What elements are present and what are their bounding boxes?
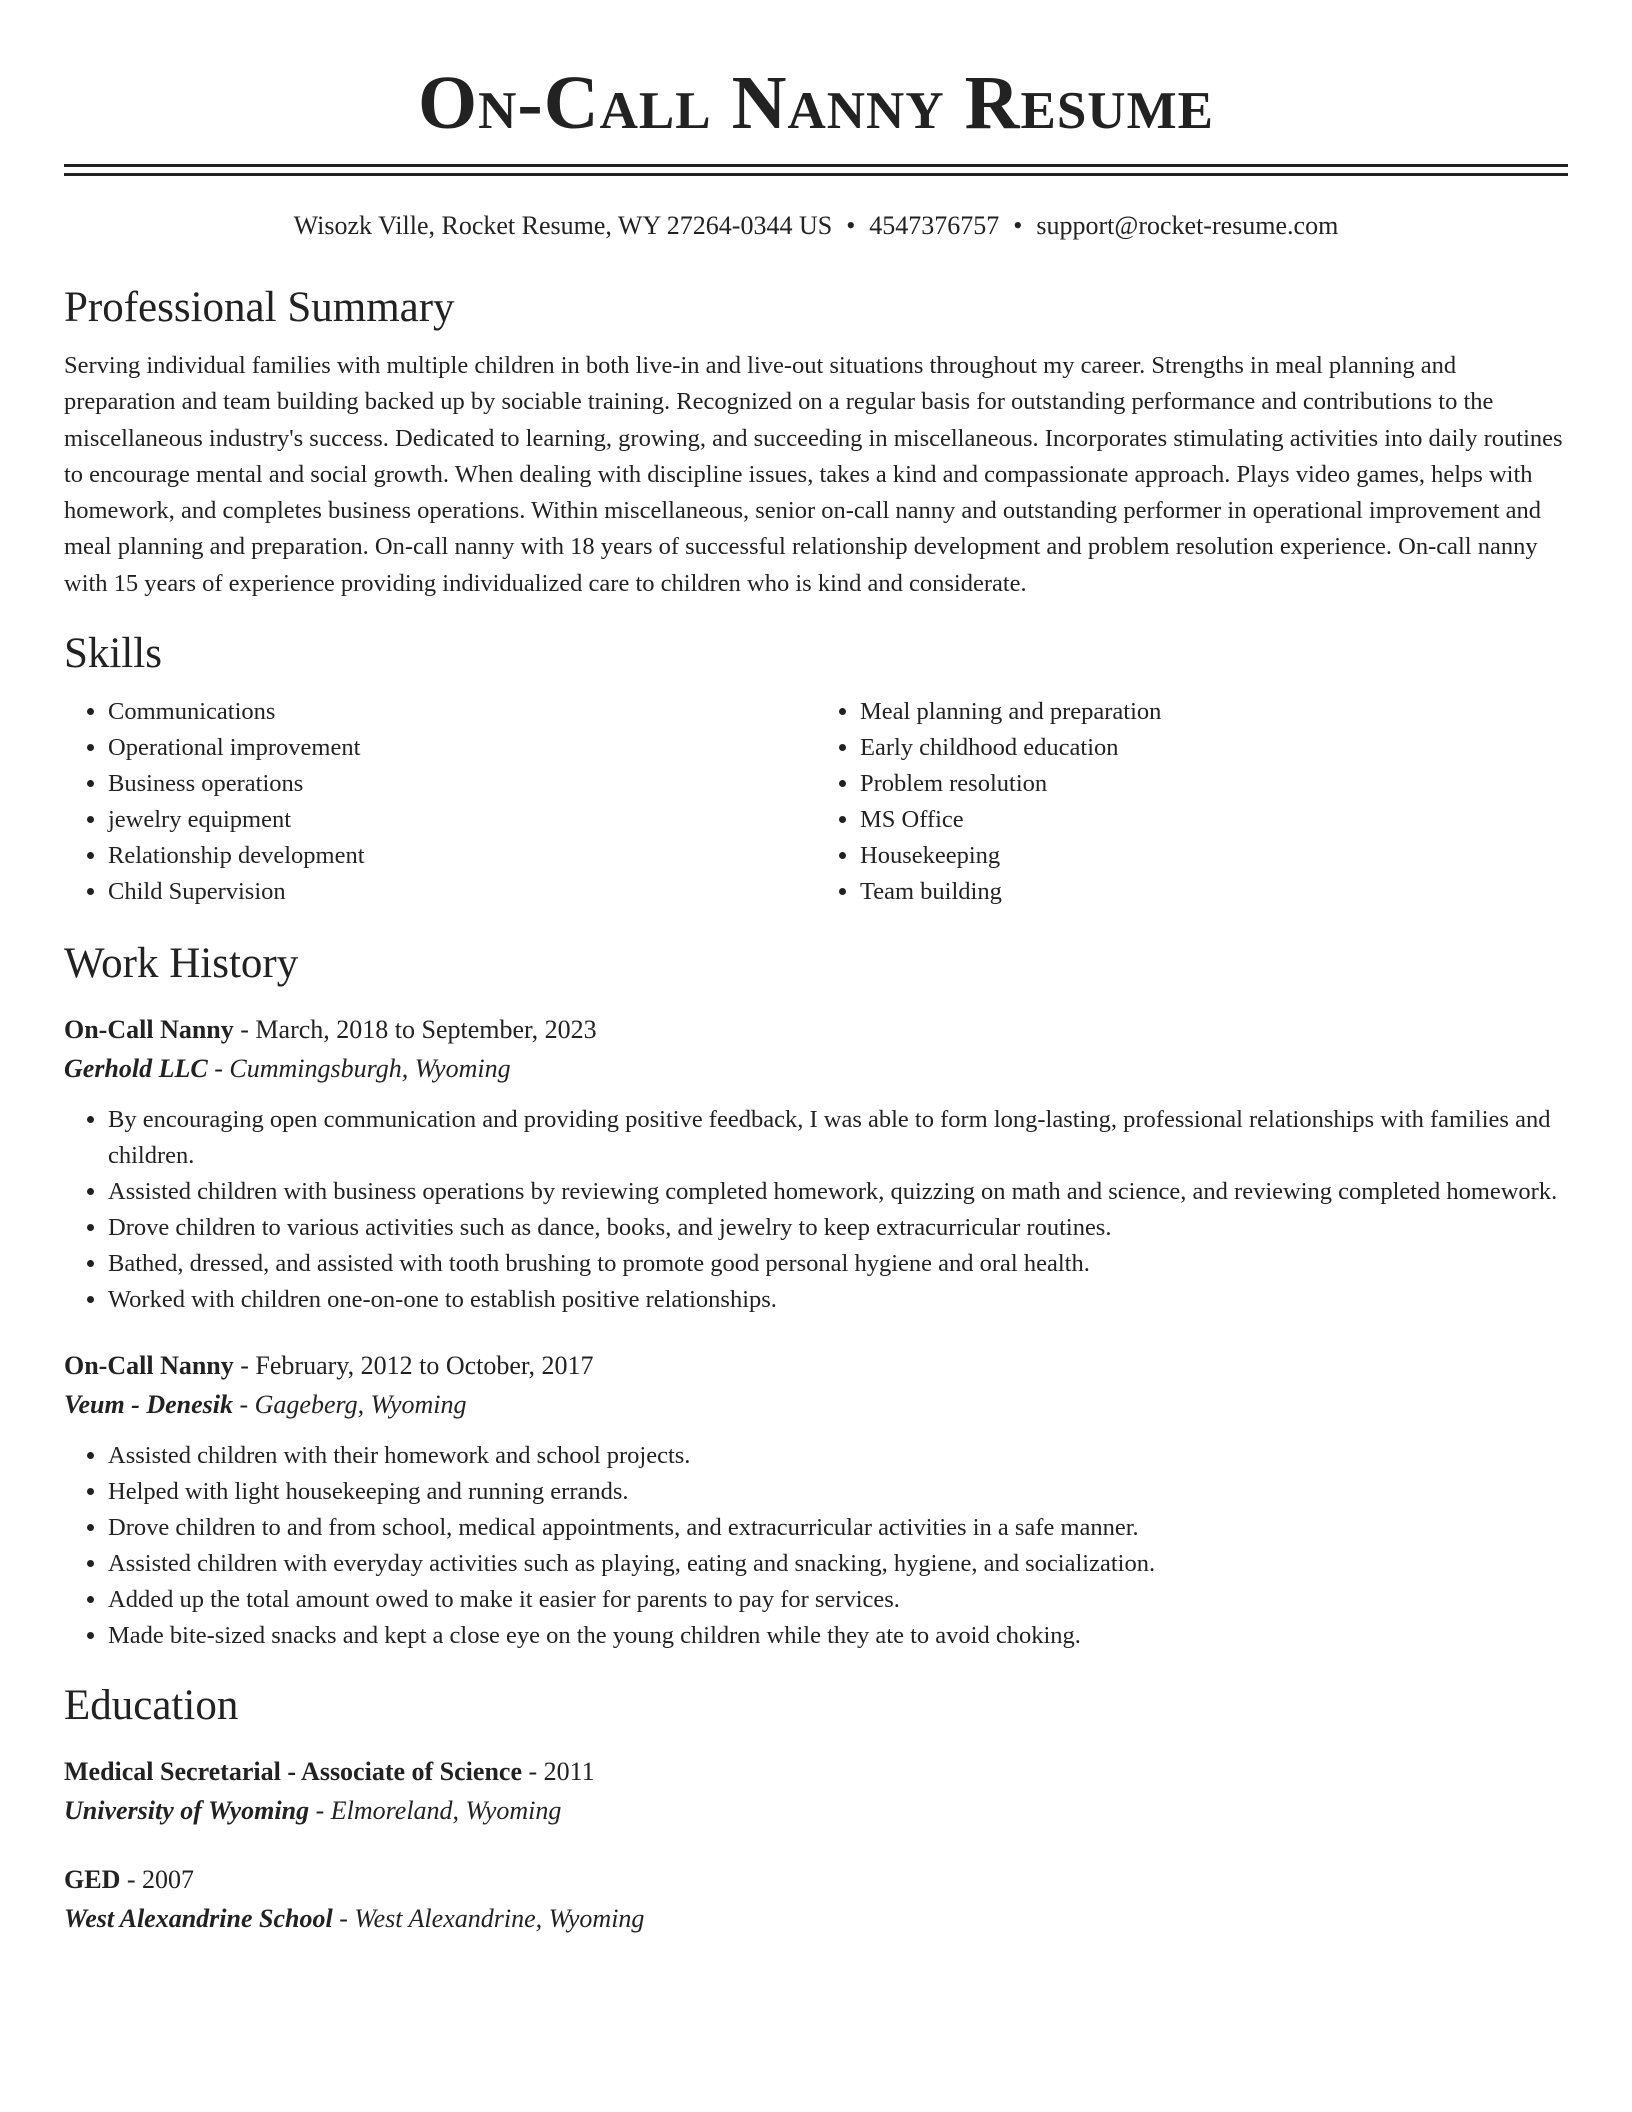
education-entry (64, 1860, 1568, 1938)
job-employer (64, 1049, 1568, 1088)
job-duty: • Bathed, dressed, and assisted with tooth brushing to promote good personal hygiene and oral health. (108, 1246, 1568, 1282)
job-dates: - February, 2012 to October, 2017 (233, 1351, 594, 1381)
job-duty: • Assisted children with everyday activities such as playing, eating and snacking, hygiene, and socialization. (108, 1546, 1568, 1582)
resume-title: On-Call Nanny Resume (418, 61, 1214, 145)
job-duty: • Worked with children one-on-one to establish positive relationships. (108, 1282, 1568, 1318)
summary-text: Serving individual families with multiple children in both live-in and live-out situations throughout my career. Strengths in meal planning and preparation and team building backed up by sociable training. Recognized on a regular basis for outstanding performance and contributions to the miscellaneous industry's success. Dedicated to learning, growing, and succeeding in miscellaneous. Incorporates stimulating activities into daily routines to encourage mental and social growth. When dealing with discipline issues, takes a kind and compassionate approach. Plays video games, helps with homework, and completes business operations. Within miscellaneous, senior on-call nanny and outstanding performer in operational improvement and meal planning and preparation. On-call nanny with 18 years of successful relationship development and problem resolution experience. On-call nanny with 15 years of experience providing individualized care to children who is kind and considerate. (64, 352, 1563, 597)
title-divider-bottom (64, 173, 1568, 176)
education-school: West Alexandrine School (64, 1904, 333, 1934)
skill-item: • Meal planning and preparation (860, 694, 1568, 730)
job-duty: • Made bite-sized snacks and kept a close eye on the young children while they ate to avoid choking. (108, 1618, 1568, 1654)
education-degree: Medical Secretarial - Associate of Science (64, 1757, 522, 1787)
title-divider-top (64, 164, 1568, 167)
skills-list-right (816, 694, 1568, 910)
skill-item: • Early childhood education (860, 730, 1568, 766)
job-entry (64, 1346, 1568, 1654)
job-header (64, 1010, 1568, 1049)
job-dates: - March, 2018 to September, 2023 (233, 1015, 597, 1045)
education-year: - 2007 (120, 1865, 195, 1895)
job-duty: • By encouraging open communication and providing positive feedback, I was able to form long-lasting, professional relationships with families and children. (108, 1102, 1568, 1174)
skill-item: • jewelry equipment (108, 802, 816, 838)
contact-email: support@rocket-resume.com (1036, 211, 1339, 240)
summary-section (64, 282, 1568, 602)
education-degree-line (64, 1752, 1568, 1791)
job-entry (64, 1010, 1568, 1318)
skill-item: • MS Office (860, 802, 1568, 838)
education-degree-line (64, 1860, 1568, 1899)
skills-section (64, 628, 1568, 910)
education-school: University of Wyoming (64, 1796, 310, 1826)
skill-item: • Relationship development (108, 838, 816, 874)
skill-item: • Child Supervision (108, 874, 816, 910)
education-entry (64, 1752, 1568, 1830)
contact-separator: • (1013, 211, 1023, 240)
education-location: - Elmoreland, Wyoming (309, 1796, 562, 1826)
job-duty: • Assisted children with business operations by reviewing completed homework, quizzing on math and science, and reviewing completed homework. (108, 1174, 1568, 1210)
skill-item: • Operational improvement (108, 730, 816, 766)
skill-item: • Housekeeping (860, 838, 1568, 874)
skill-item: • Team building (860, 874, 1568, 910)
skill-item: • Business operations (108, 766, 816, 802)
summary-heading: Professional Summary (64, 284, 455, 331)
education-school-line (64, 1791, 1568, 1830)
skills-columns (64, 694, 1568, 910)
skill-item: • Problem resolution (860, 766, 1568, 802)
job-title: On-Call Nanny (64, 1351, 234, 1381)
job-duty: • Helped with light housekeeping and running errands. (108, 1474, 1568, 1510)
contact-phone: 4547376757 (869, 211, 1000, 240)
work-history-heading: Work History (64, 940, 299, 988)
education-heading: Education (64, 1682, 239, 1730)
work-history-section (64, 938, 1568, 1654)
job-company: Veum - Denesik (64, 1390, 233, 1420)
skill-item: • Communications (108, 694, 816, 730)
skills-heading: Skills (64, 630, 162, 678)
contact-line (64, 210, 1568, 242)
contact-separator: • (846, 211, 856, 240)
job-location: - Cummingsburgh, Wyoming (207, 1054, 511, 1084)
education-school-line (64, 1899, 1568, 1938)
education-location: - West Alexandrine, Wyoming (332, 1904, 645, 1934)
job-duty: • Drove children to and from school, medical appointments, and extracurricular activities in a safe manner. (108, 1510, 1568, 1546)
job-duty: • Added up the total amount owed to make it easier for parents to pay for services. (108, 1582, 1568, 1618)
job-title: On-Call Nanny (64, 1015, 234, 1045)
job-location: - Gageberg, Wyoming (233, 1390, 467, 1420)
job-duty: • Assisted children with their homework and school projects. (108, 1438, 1568, 1474)
education-degree: GED (64, 1865, 121, 1895)
job-header (64, 1346, 1568, 1385)
job-duties (64, 1102, 1568, 1318)
education-year: - 2011 (521, 1757, 595, 1787)
education-section (64, 1680, 1568, 1938)
job-duty: • Drove children to various activities such as dance, books, and jewelry to keep extracurricular routines. (108, 1210, 1568, 1246)
job-employer (64, 1385, 1568, 1424)
contact-address: Wisozk Ville, Rocket Resume, WY 27264-0344 US (293, 211, 833, 240)
skills-list-left (64, 694, 816, 910)
job-duties (64, 1438, 1568, 1654)
job-company: Gerhold LLC (64, 1054, 208, 1084)
